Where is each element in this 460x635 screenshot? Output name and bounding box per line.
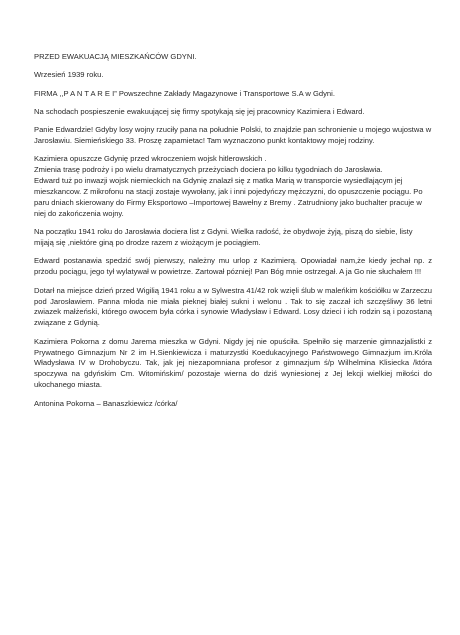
paragraph-legacy: Kazimiera Pokorna z domu Jarema mieszka w Gdyni. Nigdy jej nie opuściła. Spełniło się marzenie gimnazjalistki z Prywatnego Gimnazjum Nr 2 im H.Sienkiewicza i maturzystki Koedukacyjnego Państwowego Gimnazjum im.Króla Władysława IV w Drohobyczu. Tak, jak jej niezapomniana profesor z gimnazjum ś/p Wilhelmina Klisiecka /która spoczywa na gdyńskim Cm. Witomińskim/ pozostaje wierna do dziś wyniesionej z Jej lekcji wielkiej miłości do ukochanego miasta. (34, 336, 432, 390)
journey-line: Zmienia trasę podroży i po wielu dramatycznych przeżyciach dociera po kilku tygodniach do Jarosławia. (34, 165, 383, 175)
paragraph-letter: Na początku 1941 roku do Jarosławia dociera list z Gdyni. Wielka radość, że obydwoje żyją, piszą do siebie, listy mijają się ,niektóre giną po drodze razem z wiożącym je pociągiem. (34, 227, 413, 248)
document-heading: PRZED EWAKUACJĄ MIESZKAŃCÓW GDYNI. (34, 52, 197, 61)
paragraph-address: Panie Edwardzie! Gdyby losy wojny rzuciły pana na południe Polski, to znajdzie pan schronienie u mojego wujostwa w Jarosławiu. Siemieńskiego 33. Proszę zapamietac! Tam wyznaczono punkt kontaktowy mojej rodziny. (34, 125, 432, 146)
signature: Antonina Pokorna – Banaszkiewicz /córka/ (34, 398, 178, 408)
document-date: Wrzesień 1939 roku. (34, 70, 104, 80)
journey-line: Edward tuż po inwazji wojsk niemieckich na Gdynię znalazł się z matka Marią w transporcie wysiedlającym jej mieszkancow. Z mikrofonu na stacji zostaje wywołany, jak i inni pojedyńczy mężczyzni, do opuszczenie pociągu. Po paru dniach skierowany do Firmy Eksportowo –Importowej Bawełny z Bremy . Zatrudniony jako buchalter pracuje w niej do zakończenia wojny. (34, 176, 423, 218)
paragraph-leave: Edward postanawia spedzić swój pierwszy, należny mu urlop z Kazimierą. Opowiadał nam,że kiedy jechał np. z przodu pociągu, jego tył wylatywał w powietrze. Zartował pózniej! Pan Bóg mnie ostrzegał. A ja Go nie słuchałem !!! (34, 256, 432, 277)
paragraph-wedding: Dotarł na miejsce dzień przed Wigilią 1941 roku a w Sylwestra 41/42 rok wzięli ślub w maleńkim kościółku w Zarzeczu pod Jarosławiem. Panna młoda nie miała pieknej białej sukni i welonu . Tak to się zaczał ich szczęśliwy 36 letni zwiazek małżeński, którego owocem była córka i synowie Władysław i Edward. Losy dzieci i ich rodzin są i pozostaną związane z Gdynią. (34, 285, 432, 328)
company-name: FIRMA ,,P A N T A R E I” Powszechne Zakłady Magazynowe i Transportowe S.A w Gdyni. (34, 88, 335, 98)
paragraph-stairs: Na schodach pospieszenie ewakuującej się firmy spotykają się jej pracownicy Kazimiera i Edward. (34, 106, 365, 116)
paragraph-journey (34, 154, 432, 219)
journey-line: Kazimiera opuszcze Gdynię przed wkroczeniem wojsk hitlerowskich . (34, 154, 267, 164)
